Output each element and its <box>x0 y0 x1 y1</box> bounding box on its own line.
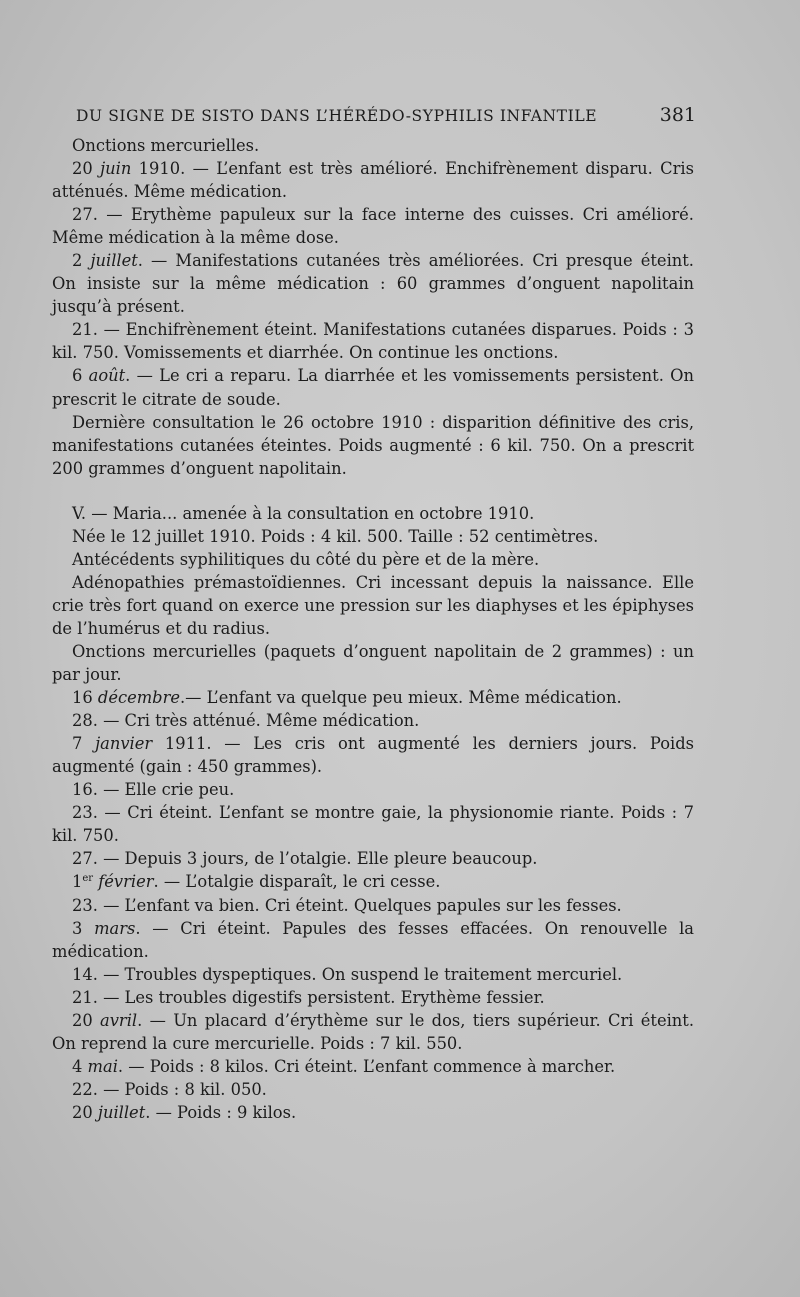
paragraph: Onctions mercurielles. <box>72 136 260 155</box>
paragraph: 20 juin 1910. — L’enfant est très amélioré. Enchifrènement disparu. Cris atténués. Même médication. <box>52 159 694 202</box>
paragraph: Antécédents syphilitiques du côté du père et de la mère. <box>72 549 540 569</box>
paragraph: 21. — Enchifrènement éteint. Manifestations cutanées disparues. Poids : 3 kil. 750. Vomissements et diarrhée. On continue les onctions. <box>52 320 694 363</box>
page-number: 381 <box>659 104 696 126</box>
paragraph: 16 décembre.— L’enfant va quelque peu mieux. Même médication. <box>72 688 622 708</box>
paragraph: 27. — Depuis 3 jours, de l’otalgie. Elle pleure beaucoup. <box>72 849 538 869</box>
paragraph: 28. — Cri très atténué. Même médication. <box>72 711 420 731</box>
paragraph: 4 mai. — Poids : 8 kilos. Cri éteint. L’enfant commence à marcher. <box>72 1056 616 1076</box>
paragraph: 16. — Elle crie peu. <box>72 780 235 800</box>
paragraph: Née le 12 juillet 1910. Poids : 4 kil. 500. Taille : 52 centimètres. <box>72 526 599 546</box>
paragraph: 20 avril. — Un placard d’érythème sur le dos, tiers supérieur. Cri éteint. On reprend la cure mercurielle. Poids : 7 kil. 550. <box>52 1010 694 1053</box>
paragraph: 3 mars. — Cri éteint. Papules des fesses effacées. On renouvelle la médication. <box>52 918 695 961</box>
running-title: DU SIGNE DE SISTO DANS L’HÉRÉDO-SYPHILIS INFANTILE <box>76 107 598 125</box>
paragraph: Adénopathies prémastoïdiennes. Cri incessant depuis la naissance. Elle crie très fort quand on exerce une pression sur les diaphyses et les épiphyses de l’humérus et du radius. <box>52 572 694 638</box>
paragraph: 21. — Les troubles digestifs persistent. Erythème fessier. <box>72 987 545 1007</box>
paragraph: 7 janvier 1911. — Les cris ont augmenté les derniers jours. Poids augmenté (gain : 450 grammes). <box>52 734 694 777</box>
paragraph: 23. — L’enfant va bien. Cri éteint. Quelques papules sur les fesses. <box>72 895 622 915</box>
paragraph: Dernière consultation le 26 octobre 1910 : disparition définitive des cris, manifestations cutanées éteintes. Poids augmenté : 6 kil. 750. On a prescrit 200 grammes d’onguent napolitain. <box>52 412 694 478</box>
page-header <box>76 104 696 130</box>
paragraph: 2 juillet. — Manifestations cutanées très améliorées. Cri presque éteint. On insiste sur la même médication : 60 grammes d’onguent napolitain jusqu’à présent. <box>52 251 694 317</box>
paragraph: 22. — Poids : 8 kil. 050. <box>72 1079 267 1099</box>
paragraph: V. — Maria... amenée à la consultation en octobre 1910. <box>72 503 535 523</box>
paragraph: 20 juillet. — Poids : 9 kilos. <box>72 1102 297 1122</box>
paragraph: 14. — Troubles dyspeptiques. On suspend le traitement mercuriel. <box>72 964 623 984</box>
paragraph: 1er février. — L’otalgie disparaît, le cri cesse. <box>72 872 441 892</box>
body-text <box>52 134 694 1124</box>
paragraph: Onctions mercurielles (paquets d’onguent napolitain de 2 grammes) : un par jour. <box>52 641 694 685</box>
paragraph: 6 août. — Le cri a reparu. La diarrhée et les vomissements persistent. On prescrit le citrate de soude. <box>52 366 694 409</box>
paragraph: 23. — Cri éteint. L’enfant se montre gaie, la physionomie riante. Poids : 7 kil. 750. <box>52 803 694 846</box>
paragraph: 27. — Erythème papuleux sur la face interne des cuisses. Cri amélioré. Même médication à la même dose. <box>52 205 694 248</box>
